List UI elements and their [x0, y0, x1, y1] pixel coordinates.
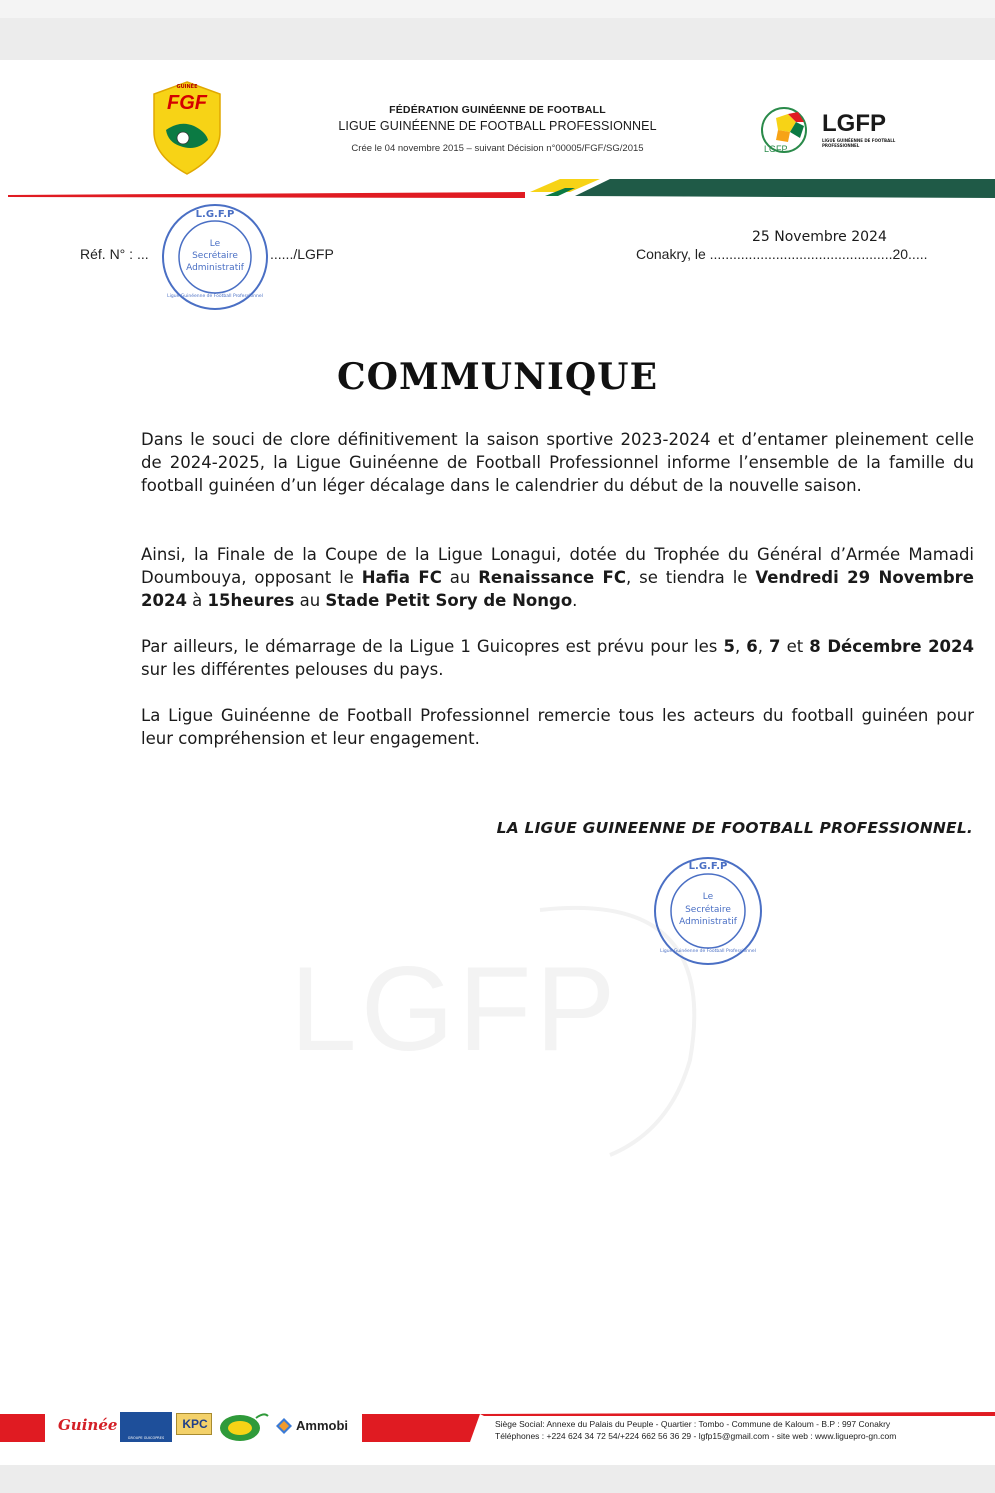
- stamp-line-2: Secrétaire: [192, 251, 238, 261]
- ref-label: Réf. N° : ...: [80, 246, 149, 262]
- stamp-top-abbr: L.G.F.P: [195, 209, 235, 220]
- paragraph-1: Dans le souci de clore définitivement la saison sportive 2023-2024 et d’entamer pleinement celle de 2024-2025, la Ligue Guinéenne de Football Professionnel informe l’ensemble de la famille du football guinéen d’un léger décalage dans le calendrier du début de la nouvelle saison.: [141, 430, 974, 495]
- signature-line: LA LIGUE GUINEENNE DE FOOTBALL PROFESSIONNEL.: [496, 819, 973, 837]
- p2-venue: Stade Petit Sory de Nongo: [325, 591, 573, 610]
- p3-sep-3: et: [780, 637, 810, 656]
- p2-text-a: Ainsi, la Finale de la Coupe de la Ligue Lonagui, dotée du Trophée du Général d’Armée Mamadi Doumbouya, opposant le: [141, 545, 974, 587]
- sponsor-guinee: Guinée: [58, 1416, 118, 1434]
- watermark: LGFP: [290, 942, 620, 1076]
- p2-text-f: .: [572, 591, 578, 610]
- paragraph-4: La Ligue Guinéenne de Football Professionnel remercie tous les acteurs du football guinéen pour leur compréhension et leur engagement.: [141, 706, 974, 748]
- stamp-line-3: Administratif: [186, 263, 244, 273]
- p2-text-e: au: [294, 591, 326, 610]
- stamp-bottom: [652, 855, 764, 967]
- stamp-top: [160, 202, 270, 312]
- p2-time: 15heures: [207, 591, 295, 610]
- p2-team-1: Hafia FC: [361, 568, 442, 587]
- stamp-ring-text: Ligue Guinéenne de Football Professionnel: [167, 294, 263, 299]
- stamp2-top-abbr: L.G.F.P: [688, 861, 728, 872]
- sponsor-kpc: [176, 1413, 212, 1435]
- creation-note: Crée le 04 novembre 2015 – suivant Décision n°00005/FGF/SG/2015: [351, 143, 644, 154]
- sponsor-guicopres-text: GROUPE GUICOPRES: [127, 1436, 165, 1440]
- fgf-logo-top: GUINÉE: [176, 84, 198, 90]
- top-bar: [0, 0, 995, 18]
- p2-team-2: Renaissance FC: [478, 568, 626, 587]
- p3-sep-1: ,: [734, 637, 747, 656]
- footer-contacts: Téléphones : +224 624 34 72 54/+224 662 56 36 29 - lgfp15@gmail.com - site web : www.liguepro-gn.com: [495, 1431, 897, 1441]
- sponsor-kpc-text: KPC: [182, 1417, 208, 1431]
- handwritten-date: 25 Novembre 2024: [752, 229, 887, 245]
- ref-suffix: ....../LGFP: [270, 246, 334, 262]
- lgfp-logo-sub: LGFP: [764, 144, 788, 154]
- sponsor-guicopres: [120, 1412, 172, 1442]
- stamp2-line-3: Administratif: [679, 917, 737, 927]
- p2-date: Vendredi 29 Novembre 2024: [141, 568, 974, 610]
- p3-text-b: sur les différentes pelouses du pays.: [141, 660, 444, 679]
- p3-text-a: Par ailleurs, le démarrage de la Ligue 1 Guicopres est prévu pour les: [141, 637, 724, 656]
- footer-address: Siège Social: Annexe du Palais du Peuple - Quartier : Tombo - Commune de Kaloum - B.P : 997 Conakry: [495, 1419, 891, 1429]
- stamp-line-1: Le: [209, 239, 221, 249]
- lgfp-logo-small: LIGUE GUINÉENNE DE FOOTBALL PROFESSIONNEL: [822, 138, 896, 148]
- p2-text-b: au: [441, 568, 479, 587]
- paragraph-2: [141, 543, 974, 612]
- p3-day-2: 6: [746, 637, 758, 656]
- p3-day-4: 8 Décembre 2024: [809, 637, 974, 656]
- ligue-name: LIGUE GUINÉENNE DE FOOTBALL PROFESSIONNEL: [338, 119, 657, 133]
- sponsor-ammobi: Ammobi: [296, 1418, 348, 1433]
- document-page: [0, 60, 995, 1465]
- lgfp-logo: [758, 104, 908, 160]
- p2-text-c: , se tiendra le: [625, 568, 756, 587]
- p3-day-3: 7: [769, 637, 781, 656]
- header-divider: [0, 176, 995, 202]
- fgf-logo-text: FGF: [167, 92, 207, 114]
- lgfp-logo-title: LGFP: [822, 110, 886, 137]
- p2-text-d: à: [186, 591, 208, 610]
- sponsor-green-logo: [218, 1410, 270, 1444]
- p3-sep-2: ,: [757, 637, 770, 656]
- stamp2-ring-text: Ligue Guinéenne de Football Professionnel: [660, 949, 756, 954]
- stamp2-line-1: Le: [702, 892, 714, 902]
- page-title: COMMUNIQUE: [336, 356, 659, 398]
- stamp2-line-2: Secrétaire: [685, 905, 731, 915]
- paragraph-3: [141, 635, 974, 681]
- ammobi-icon: [276, 1418, 292, 1434]
- conakry-date-line: Conakry, le ...............................................20.....: [636, 246, 928, 262]
- federation-name: FÉDÉRATION GUINÉENNE DE FOOTBALL: [389, 104, 606, 116]
- p3-day-1: 5: [723, 637, 735, 656]
